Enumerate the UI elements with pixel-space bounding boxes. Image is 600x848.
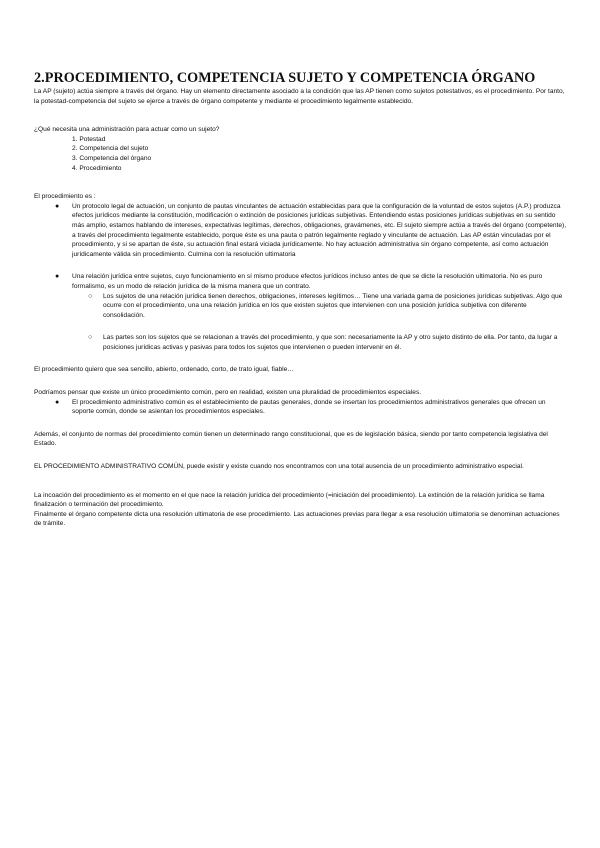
procedure-heading: El procedimiento es : [34, 193, 96, 201]
relation-sublist [34, 292, 568, 353]
constitutional-rank-text: Además, el conjunto de normas del procedimiento común tienen un determinado rango constitucional, que es de legislación básica, siendo por tanto competencia legislativa del Estado. [34, 430, 548, 448]
final-resolution-text: Finalmente el órgano competente dicta una resolución ultimatoria de ese procedimiento. Las actuaciones previas para llegar a esa resolución ultimatoria se denominan actuaciones de trámite. [34, 510, 560, 528]
list-item-text: Los sujetos de una relación jurídica tienen derechos, obligaciones, intereses legítimos… Tiene una variada gama de posiciones jurídicas subjetivas. Algo que ocurre con el procedimiento, una una relación jurídica en los que existen sujetos que intervienen con una posición jurídica subjetiva con diferente consolidación. [103, 292, 563, 319]
list-item [34, 398, 568, 417]
procedure-list [34, 202, 568, 292]
list-item [34, 333, 568, 352]
requirement-item: 2. Competencia del sujeto [72, 145, 149, 153]
desired-procedure-text: El procedimiento quiero que sea sencillo, abierto, ordenado, corto, de trato igual, fiable… [34, 366, 294, 374]
list-item-text: El procedimiento administrativo común es el establecimiento de pautas generales, donde se insertan los procedimientos administrativos generales que ofrecen un soporte común, donde se asientan los procedimientos especiales. [72, 398, 546, 416]
requirements-list [34, 135, 568, 173]
initiation-text: La incoación del procedimiento es el momento en el que nace la relación jurídica del procedimiento (=iniciación del procedimiento). La extinción de la relación jurídica se llama finalización o terminación del procedimiento. [34, 491, 545, 509]
bullet-icon: ● [55, 398, 60, 406]
list-item [34, 202, 568, 260]
list-item-text: Un protocolo legal de actuación, un conjunto de pautas vinculantes de actuación establecidas para que la configuración de la voluntad de estos sujetos (A.P.) produzca efectos jurídicos mediante la constitución, modificación o extinción de posiciones jurídicas subjetivas. Entendiendo estas posiciones jurídicas subjetivas en su sentido más amplio, estamos hablando de intereses, expectativas legítimas, derechos, obligaciones, gravámenes, etc. El sujeto siempre actúa a través del órgano (competente), a través del procedimiento legalmente establecido, porque éste es una pauta o patrón legalmente reglado y vinculante de actuación. Las AP están vinculadas por el procedimiento, y si se apartan de éste, su actuación final estará viciada jurídicamente. No hay actuación administrativa sin órgano competente, así como actuación jurídicamente válida sin procedimiento. Culmina con la resolución ultimatoria [72, 202, 567, 258]
common-procedure-list [34, 398, 568, 417]
list-item [34, 292, 568, 321]
circle-bullet-icon: ○ [88, 292, 93, 300]
bullet-icon: ● [55, 273, 60, 281]
bullet-icon: ● [55, 202, 60, 210]
list-item-text: Una relación jurídica entre sujetos, cuyo funcionamiento en sí mismo produce efectos jurídicos incluso antes de que se dicte la resolución ultimatoria. No es puro formalismo, es un modo de relación jurídica de la misma manera que un contrato. [72, 273, 543, 290]
circle-bullet-icon: ○ [88, 334, 93, 342]
requirement-item: 4. Procedimiento [72, 164, 122, 172]
page-title: 2.PROCEDIMIENTO, COMPETENCIA SUJETO Y COMPETENCIA ÓRGANO [34, 70, 536, 86]
common-admin-procedure-text: EL PROCEDIMIENTO ADMINISTRATIVO COMÚN, puede existir y existe cuando nos encontramos con una total ausencia de un procedimiento administrativo especial. [34, 463, 524, 471]
list-item [34, 272, 568, 291]
requirement-item: 1. Potestad [72, 135, 106, 143]
question-text: ¿Qué necesita una administración para actuar como un sujeto? [34, 126, 220, 134]
intro-paragraph: La AP (sujeto) actúa siempre a través del órgano. Hay un elemento directamente asociado a la condición que las AP tienen como sujetos potestativos, es el procedimiento. Por tanto, la potestad-competencia del sujeto se ejerce a través de órgano competente y mediante el procedimiento legalmente establecido. [34, 88, 565, 105]
requirement-item: 3. Competencia del órgano [72, 154, 152, 162]
list-item-text: Las partes son los sujetos que se relacionan a través del procedimiento, y que son: necesariamente la AP y otro sujeto distinto de ella. Por tanto, da lugar a posiciones jurídicas activas y pasivas para todos los sujetos que intervienen o pueden intervenir en él. [103, 334, 558, 351]
single-procedure-text: Podríamos pensar que existe un único procedimiento común, pero en realidad, existen una pluralidad de procedimientos especiales. [34, 389, 422, 397]
